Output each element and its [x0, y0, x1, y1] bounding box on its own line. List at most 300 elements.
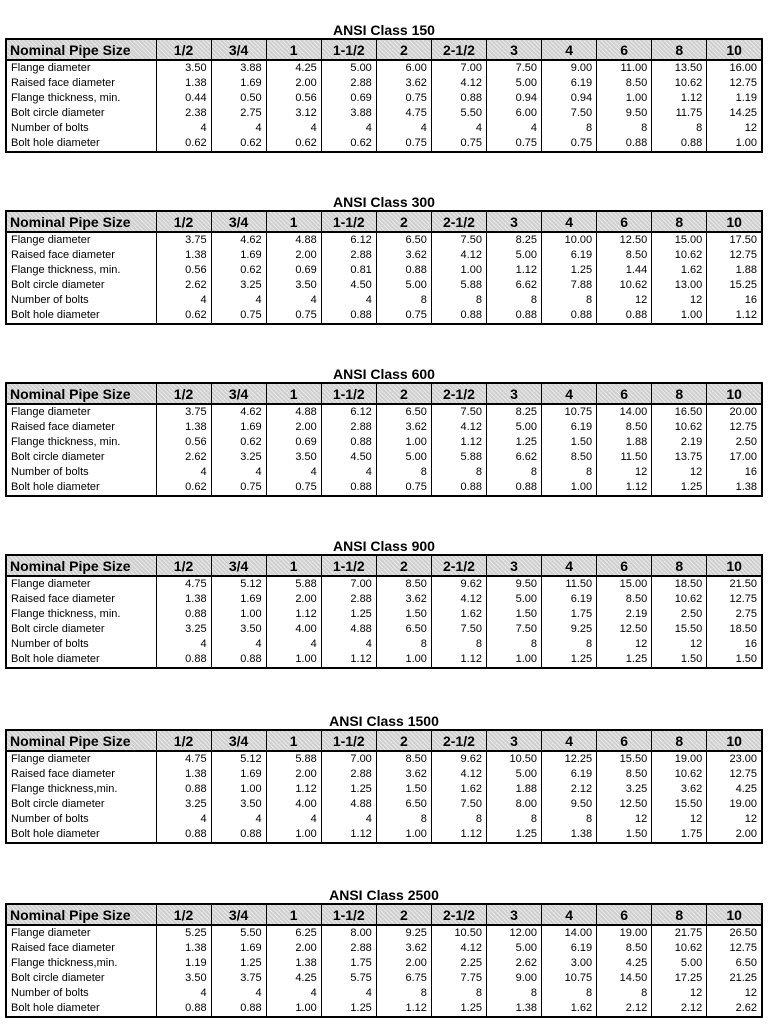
table-cell: 8	[542, 986, 597, 1001]
table-row	[6, 278, 762, 293]
table-cell: 5.25	[156, 925, 211, 941]
table-cell: 4	[321, 812, 376, 827]
table-cell: 8.00	[321, 925, 376, 941]
table-cell: 3.00	[542, 956, 597, 971]
table-cell: 5.88	[431, 450, 486, 465]
table-cell: 8	[486, 986, 541, 1001]
table-cell: 0.88	[431, 308, 486, 324]
table-cell: 1.69	[211, 941, 266, 956]
table-row	[6, 121, 762, 136]
table-cell: 0.88	[486, 480, 541, 496]
table-cell: 1.88	[707, 263, 762, 278]
table-cell: 1.62	[431, 607, 486, 622]
table-cell: 8	[486, 812, 541, 827]
table-cell: 1.00	[266, 827, 321, 843]
table-cell: 14.50	[597, 971, 652, 986]
table-cell: 12	[597, 465, 652, 480]
table-cell: 12	[597, 812, 652, 827]
nominal-pipe-size-header: Nominal Pipe Size	[6, 904, 156, 925]
row-label: Bolt circle diameter	[11, 972, 105, 984]
pipe-size-header: 1	[266, 383, 321, 404]
row-label: Number of bolts	[11, 294, 89, 306]
table-cell: 4.12	[431, 592, 486, 607]
table-cell: 8	[486, 465, 541, 480]
table-row	[6, 751, 762, 767]
table-cell: 2.00	[266, 592, 321, 607]
pipe-size-header: 2-1/2	[431, 39, 486, 60]
table-row	[6, 827, 762, 843]
table-cell: 0.88	[156, 607, 211, 622]
table-cell: 0.69	[266, 263, 321, 278]
nominal-pipe-size-header: Nominal Pipe Size	[6, 211, 156, 232]
table-cell: 16	[707, 293, 762, 308]
table-cell: 4	[156, 812, 211, 827]
table-cell: 6.50	[376, 797, 431, 812]
table-cell: 3.75	[211, 971, 266, 986]
table-cell: 3.50	[211, 622, 266, 637]
table-cell: 1.12	[431, 435, 486, 450]
pipe-size-header: 1	[266, 555, 321, 576]
table-cell: 4	[321, 986, 376, 1001]
table-cell: 1.00	[211, 782, 266, 797]
pipe-size-header: 1/2	[156, 211, 211, 232]
table-cell: 10.75	[542, 971, 597, 986]
table-cell: 1.69	[211, 767, 266, 782]
pipe-size-header: 2-1/2	[431, 383, 486, 404]
table-row	[6, 465, 762, 480]
row-label: Bolt hole diameter	[11, 1002, 100, 1014]
table-cell: 4.00	[266, 622, 321, 637]
table-cell: 0.88	[211, 827, 266, 843]
table-cell: 1.62	[431, 782, 486, 797]
table-cell: 2.88	[321, 76, 376, 91]
table-cell: 7.00	[321, 576, 376, 592]
table-cell: 0.75	[266, 308, 321, 324]
pipe-size-header: 10	[707, 904, 762, 925]
table-cell: 0.88	[321, 435, 376, 450]
table-cell: 0.88	[156, 652, 211, 668]
table-cell: 0.75	[376, 308, 431, 324]
table-row	[6, 782, 762, 797]
table-cell: 5.12	[211, 751, 266, 767]
table-cell: 0.62	[156, 308, 211, 324]
pipe-size-header: 3	[486, 39, 541, 60]
pipe-size-header: 1	[266, 211, 321, 232]
table-cell: 8.50	[376, 751, 431, 767]
pipe-size-header: 3	[486, 555, 541, 576]
table-cell: 6.12	[321, 404, 376, 420]
table-cell: 19.00	[707, 797, 762, 812]
table-cell: 2.75	[707, 607, 762, 622]
table-cell: 8.50	[597, 592, 652, 607]
table-cell: 6.12	[321, 232, 376, 248]
class-2500-section	[5, 887, 763, 1018]
table-cell: 4.88	[266, 232, 321, 248]
table-cell: 1.12	[321, 827, 376, 843]
table-cell: 1.62	[652, 263, 707, 278]
table-cell: 1.69	[211, 76, 266, 91]
table-cell: 20.00	[707, 404, 762, 420]
table-cell: 4.88	[321, 797, 376, 812]
row-label: Flange thickness, min.	[11, 264, 121, 276]
table-cell: 0.81	[321, 263, 376, 278]
pipe-size-header: 1/2	[156, 383, 211, 404]
table-cell: 4	[321, 293, 376, 308]
table-cell: 8	[431, 293, 486, 308]
table-cell: 0.62	[211, 435, 266, 450]
pipe-size-header: 1/2	[156, 904, 211, 925]
class-150-title: ANSI Class 150	[333, 22, 435, 38]
table-cell: 3.62	[376, 420, 431, 435]
table-cell: 1.75	[542, 607, 597, 622]
table-cell: 1.50	[597, 827, 652, 843]
table-cell: 0.88	[597, 308, 652, 324]
header-row	[6, 39, 762, 60]
table-cell: 1.00	[486, 652, 541, 668]
pipe-size-header: 3	[486, 383, 541, 404]
table-cell: 6.50	[376, 404, 431, 420]
table-cell: 4.50	[321, 278, 376, 293]
table-cell: 5.00	[652, 956, 707, 971]
pipe-size-header: 10	[707, 555, 762, 576]
table-row	[6, 812, 762, 827]
table-cell: 1.75	[321, 956, 376, 971]
table-cell: 12	[652, 812, 707, 827]
table-cell: 8	[486, 637, 541, 652]
table-cell: 3.25	[211, 278, 266, 293]
table-cell: 8	[486, 293, 541, 308]
table-cell: 11.75	[652, 106, 707, 121]
pipe-size-header: 8	[652, 730, 707, 751]
table-cell: 12	[597, 293, 652, 308]
row-label: Flange thickness, min.	[11, 608, 121, 620]
table-cell: 12.50	[597, 622, 652, 637]
table-cell: 1.69	[211, 420, 266, 435]
table-cell: 4	[211, 986, 266, 1001]
table-cell: 7.50	[431, 622, 486, 637]
nominal-pipe-size-header: Nominal Pipe Size	[6, 555, 156, 576]
table-cell: 3.50	[211, 797, 266, 812]
table-cell: 3.50	[156, 971, 211, 986]
table-cell: 0.75	[431, 136, 486, 152]
table-cell: 0.88	[431, 480, 486, 496]
table-cell: 7.88	[542, 278, 597, 293]
table-cell: 1.44	[597, 263, 652, 278]
table-row	[6, 652, 762, 668]
table-cell: 21.75	[652, 925, 707, 941]
class-1500-section	[5, 713, 763, 844]
table-cell: 8.50	[376, 576, 431, 592]
table-cell: 9.62	[431, 751, 486, 767]
table-cell: 10.62	[652, 76, 707, 91]
table-cell: 4.88	[266, 404, 321, 420]
pipe-size-header: 10	[707, 383, 762, 404]
table-row	[6, 941, 762, 956]
table-cell: 6.25	[266, 925, 321, 941]
table-cell: 6.00	[376, 60, 431, 76]
table-cell: 1.19	[156, 956, 211, 971]
table-cell: 2.38	[156, 106, 211, 121]
table-cell: 8	[597, 986, 652, 1001]
table-cell: 4	[266, 293, 321, 308]
table-cell: 1.25	[542, 652, 597, 668]
pipe-size-header: 1-1/2	[321, 904, 376, 925]
table-cell: 4.88	[321, 622, 376, 637]
pipe-size-header: 1	[266, 730, 321, 751]
table-cell: 1.25	[431, 1001, 486, 1017]
table-cell: 16.00	[707, 60, 762, 76]
table-cell: 1.00	[211, 607, 266, 622]
row-label: Raised face diameter	[11, 942, 115, 954]
table-row	[6, 263, 762, 278]
pipe-size-header: 1/2	[156, 730, 211, 751]
table-cell: 2.25	[431, 956, 486, 971]
class-300-table	[5, 210, 763, 325]
table-cell: 19.00	[652, 751, 707, 767]
pipe-size-header: 4	[542, 555, 597, 576]
header-row	[6, 383, 762, 404]
table-cell: 8	[542, 812, 597, 827]
table-row	[6, 106, 762, 121]
row-label: Number of bolts	[11, 466, 89, 478]
table-cell: 6.50	[376, 622, 431, 637]
table-cell: 16	[707, 465, 762, 480]
table-cell: 7.50	[431, 797, 486, 812]
table-cell: 2.88	[321, 248, 376, 263]
table-row	[6, 986, 762, 1001]
table-cell: 8	[597, 121, 652, 136]
table-cell: 5.88	[266, 751, 321, 767]
table-cell: 13.50	[652, 60, 707, 76]
table-cell: 1.00	[542, 480, 597, 496]
table-cell: 1.12	[486, 263, 541, 278]
table-cell: 2.75	[211, 106, 266, 121]
table-cell: 9.50	[486, 576, 541, 592]
table-cell: 3.50	[266, 278, 321, 293]
table-cell: 8	[542, 121, 597, 136]
table-row	[6, 60, 762, 76]
pipe-size-header: 1/2	[156, 555, 211, 576]
table-cell: 1.50	[542, 435, 597, 450]
row-label: Raised face diameter	[11, 768, 115, 780]
table-cell: 3.50	[266, 450, 321, 465]
table-cell: 5.50	[431, 106, 486, 121]
table-cell: 0.75	[542, 136, 597, 152]
table-cell: 12.25	[542, 751, 597, 767]
table-cell: 12.50	[597, 232, 652, 248]
table-cell: 8.50	[597, 248, 652, 263]
row-label: Flange diameter	[11, 406, 91, 418]
table-cell: 6.62	[486, 450, 541, 465]
table-cell: 0.88	[376, 263, 431, 278]
table-cell: 1.12	[431, 827, 486, 843]
table-cell: 4.75	[376, 106, 431, 121]
table-cell: 8.50	[597, 76, 652, 91]
table-cell: 4	[156, 986, 211, 1001]
table-cell: 1.25	[321, 782, 376, 797]
table-cell: 0.62	[321, 136, 376, 152]
table-cell: 1.12	[266, 782, 321, 797]
pipe-size-header: 1-1/2	[321, 383, 376, 404]
table-cell: 3.25	[156, 622, 211, 637]
table-cell: 4	[156, 293, 211, 308]
table-cell: 10.62	[597, 278, 652, 293]
table-cell: 2.50	[652, 607, 707, 622]
pipe-size-header: 4	[542, 904, 597, 925]
pipe-size-header: 1-1/2	[321, 555, 376, 576]
table-row	[6, 592, 762, 607]
table-cell: 6.00	[486, 106, 541, 121]
header-row	[6, 904, 762, 925]
table-row	[6, 1001, 762, 1017]
row-label: Bolt hole diameter	[11, 481, 100, 493]
row-label: Raised face diameter	[11, 77, 115, 89]
table-cell: 1.00	[707, 136, 762, 152]
table-cell: 0.94	[486, 91, 541, 106]
table-cell: 2.62	[156, 450, 211, 465]
table-cell: 7.00	[431, 60, 486, 76]
table-cell: 23.00	[707, 751, 762, 767]
table-cell: 14.00	[542, 925, 597, 941]
table-cell: 5.00	[486, 767, 541, 782]
table-cell: 21.50	[707, 576, 762, 592]
pipe-size-header: 10	[707, 730, 762, 751]
row-label: Bolt hole diameter	[11, 828, 100, 840]
table-cell: 5.00	[486, 941, 541, 956]
table-cell: 0.75	[486, 136, 541, 152]
table-row	[6, 480, 762, 496]
table-cell: 1.38	[156, 941, 211, 956]
class-600-section	[5, 366, 763, 497]
table-cell: 2.00	[266, 767, 321, 782]
pipe-size-header: 2	[376, 904, 431, 925]
table-cell: 15.50	[652, 622, 707, 637]
table-cell: 4.12	[431, 767, 486, 782]
table-cell: 4.75	[156, 576, 211, 592]
table-cell: 0.75	[266, 480, 321, 496]
table-cell: 12.75	[707, 420, 762, 435]
table-cell: 4.62	[211, 404, 266, 420]
row-label: Flange diameter	[11, 927, 91, 939]
table-cell: 3.62	[376, 941, 431, 956]
table-cell: 12	[652, 293, 707, 308]
table-cell: 1.38	[542, 827, 597, 843]
pipe-size-header: 6	[597, 555, 652, 576]
table-cell: 4.25	[707, 782, 762, 797]
row-label: Bolt circle diameter	[11, 623, 105, 635]
table-cell: 1.38	[486, 1001, 541, 1017]
table-cell: 0.88	[486, 308, 541, 324]
table-cell: 0.62	[266, 136, 321, 152]
pipe-size-header: 2-1/2	[431, 730, 486, 751]
table-cell: 7.50	[542, 106, 597, 121]
table-cell: 4	[156, 637, 211, 652]
row-label: Flange thickness,min.	[11, 957, 118, 969]
table-cell: 7.50	[431, 232, 486, 248]
table-cell: 0.88	[156, 1001, 211, 1017]
table-row	[6, 925, 762, 941]
table-cell: 15.25	[707, 278, 762, 293]
nominal-pipe-size-header: Nominal Pipe Size	[6, 383, 156, 404]
row-label: Bolt circle diameter	[11, 107, 105, 119]
table-cell: 8.25	[486, 404, 541, 420]
table-cell: 16	[707, 637, 762, 652]
row-label: Raised face diameter	[11, 593, 115, 605]
table-cell: 1.38	[266, 956, 321, 971]
table-row	[6, 136, 762, 152]
table-cell: 3.62	[376, 592, 431, 607]
table-cell: 18.50	[707, 622, 762, 637]
table-cell: 0.88	[156, 782, 211, 797]
table-cell: 0.62	[211, 263, 266, 278]
table-cell: 4.25	[266, 60, 321, 76]
table-cell: 1.50	[707, 652, 762, 668]
table-cell: 1.62	[542, 1001, 597, 1017]
table-cell: 4.50	[321, 450, 376, 465]
table-cell: 4	[321, 637, 376, 652]
table-cell: 8	[542, 637, 597, 652]
table-cell: 13.00	[652, 278, 707, 293]
pipe-size-header: 4	[542, 211, 597, 232]
table-cell: 4.00	[266, 797, 321, 812]
table-cell: 8.50	[597, 941, 652, 956]
table-cell: 1.38	[156, 767, 211, 782]
pipe-size-header: 2-1/2	[431, 211, 486, 232]
table-cell: 4.12	[431, 76, 486, 91]
pipe-size-header: 1-1/2	[321, 211, 376, 232]
table-cell: 8	[431, 812, 486, 827]
table-cell: 4	[156, 465, 211, 480]
table-cell: 0.88	[211, 652, 266, 668]
pipe-size-header: 6	[597, 39, 652, 60]
table-cell: 3.50	[156, 60, 211, 76]
table-cell: 8	[376, 637, 431, 652]
table-cell: 12.75	[707, 76, 762, 91]
table-cell: 1.12	[266, 607, 321, 622]
row-label: Bolt circle diameter	[11, 279, 105, 291]
table-cell: 10.00	[542, 232, 597, 248]
pipe-size-header: 2	[376, 383, 431, 404]
table-cell: 6.62	[486, 278, 541, 293]
table-cell: 8	[431, 465, 486, 480]
table-cell: 10.62	[652, 248, 707, 263]
table-cell: 12	[597, 637, 652, 652]
table-cell: 12	[652, 637, 707, 652]
table-cell: 2.50	[707, 435, 762, 450]
table-cell: 1.12	[707, 308, 762, 324]
table-cell: 9.25	[542, 622, 597, 637]
pipe-size-header: 4	[542, 383, 597, 404]
pipe-size-header: 1	[266, 904, 321, 925]
row-label: Flange thickness,min.	[11, 783, 118, 795]
table-cell: 14.00	[597, 404, 652, 420]
table-cell: 1.12	[597, 480, 652, 496]
pipe-size-header: 3/4	[211, 383, 266, 404]
table-cell: 1.25	[321, 1001, 376, 1017]
table-cell: 3.88	[211, 60, 266, 76]
table-cell: 9.50	[542, 797, 597, 812]
pipe-size-header: 3/4	[211, 904, 266, 925]
pipe-size-header: 10	[707, 211, 762, 232]
table-cell: 2.00	[707, 827, 762, 843]
table-cell: 1.00	[266, 1001, 321, 1017]
table-cell: 4.12	[431, 941, 486, 956]
class-900-title: ANSI Class 900	[333, 538, 435, 554]
table-cell: 9.62	[431, 576, 486, 592]
table-cell: 18.50	[652, 576, 707, 592]
table-cell: 4	[211, 812, 266, 827]
row-label: Flange diameter	[11, 753, 91, 765]
